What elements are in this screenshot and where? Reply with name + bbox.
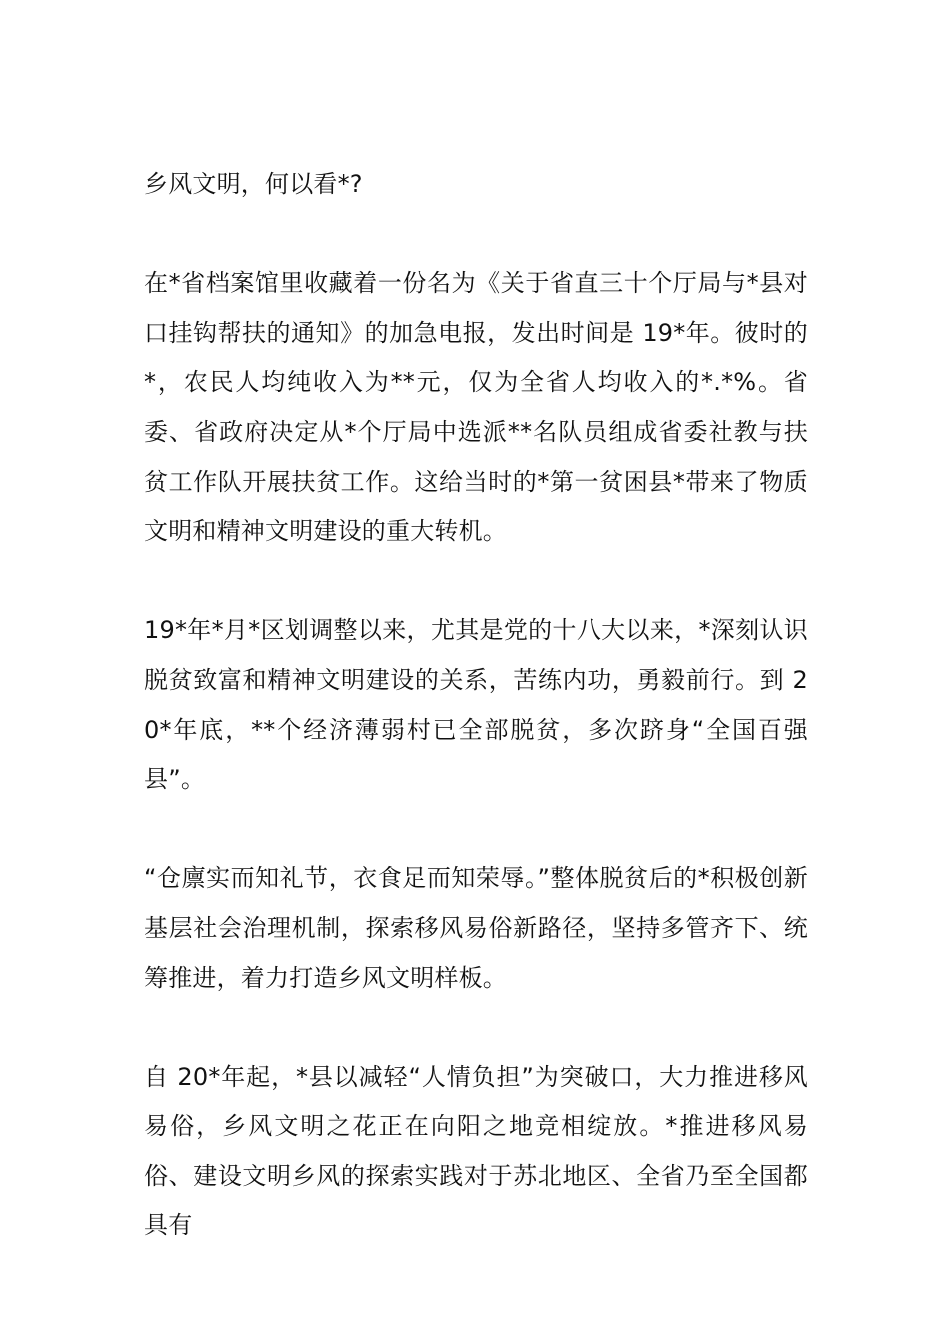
paragraph-1: 在*省档案馆里收藏着一份名为《关于省直三十个厅局与*县对口挂钩帮扶的通知》的加急电报，发出时间是 19*年。彼时的*，农民人均纯收入为**元，仅为全省人均收入的*.*%。省委、省政府决定从*个厅局中选派**名队员组成省委社教与扶贫工作队开展扶贫工作。这给当时的*第一贫困县*带来了物质文明和精神文明建设的重大转机。 [144, 269, 808, 546]
document-page [144, 160, 808, 1301]
paragraph-4: 自 20*年起，*县以减轻“人情负担”为突破口，大力推进移风易俗，乡风文明之花正在向阳之地竞相绽放。*推进移风易俗、建设文明乡风的探索实践对于苏北地区、全省乃至全国都具有 [144, 1062, 808, 1240]
document-title: 乡风文明，何以看*? [144, 170, 363, 198]
paragraph-2: 19*年*月*区划调整以来，尤其是党的十八大以来，*深刻认识脱贫致富和精神文明建设的关系，苦练内功，勇毅前行。到 20*年底，**个经济薄弱村已全部脱贫，多次跻身“全国百强县”。 [144, 616, 808, 794]
paragraph-3: “仓廪实而知礼节，衣食足而知荣辱。”整体脱贫后的*积极创新基层社会治理机制，探索移风易俗新路径，坚持多管齐下、统筹推进，着力打造乡风文明样板。 [144, 864, 808, 992]
